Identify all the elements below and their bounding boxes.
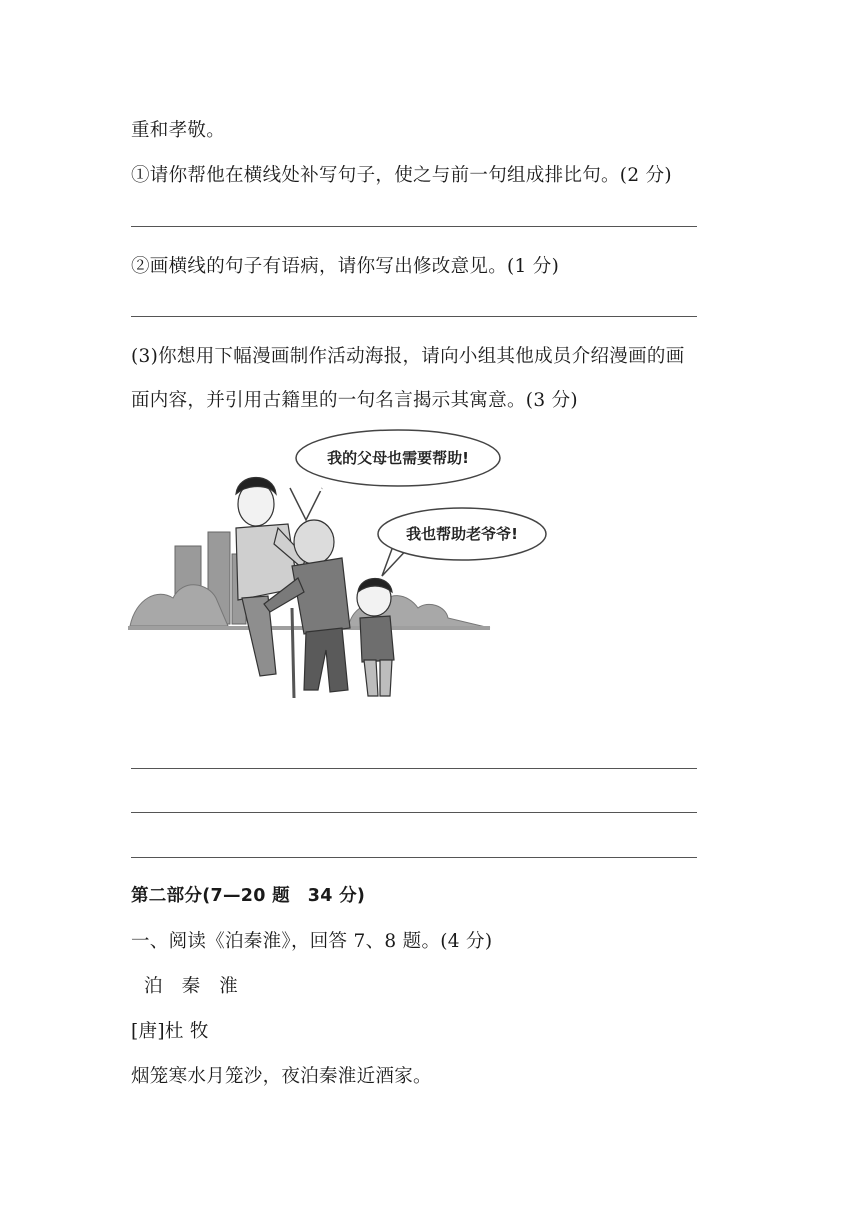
speech-bubble-2-text: 我也帮助老爷爷! [406, 525, 518, 543]
reading-instruction: 一、阅读《泊秦淮》，回答 7、8 题。(4 分) [131, 931, 493, 952]
question-1-prompt: ①请你帮他在横线处补写句子，使之与前一句组成排比句。(2 分) [131, 165, 672, 186]
answer-blank-3[interactable] [131, 768, 697, 769]
poem-title: 泊 秦 淮 [144, 976, 239, 997]
question-3-prompt-line-1: (3)你想用下幅漫画制作活动海报，请向小组其他成员介绍漫画的画 [131, 346, 685, 367]
question-2-prompt: ②画横线的句子有语病，请你写出修改意见。(1 分) [131, 256, 560, 277]
speech-bubble-1 [290, 430, 500, 520]
answer-blank-5[interactable] [131, 857, 697, 858]
answer-blank-2[interactable] [131, 316, 697, 317]
poem-author: [唐]杜 牧 [131, 1021, 209, 1042]
speech-bubble-1-text: 我的父母也需要帮助! [327, 449, 469, 467]
speech-bubble-2 [378, 508, 546, 576]
answer-blank-4[interactable] [131, 812, 697, 813]
section-heading: 第二部分(7—20 题 34 分) [131, 886, 366, 906]
boy-figure [357, 579, 394, 697]
poem-line-1: 烟笼寒水月笼沙，夜泊秦淮近酒家。 [131, 1066, 432, 1087]
text-line-1: 重和孝敬。 [131, 120, 226, 141]
comic-illustration [128, 428, 518, 708]
answer-blank-1[interactable] [131, 226, 697, 227]
question-3-prompt-line-2: 面内容，并引用古籍里的一句名言揭示其寓意。(3 分) [131, 390, 578, 411]
